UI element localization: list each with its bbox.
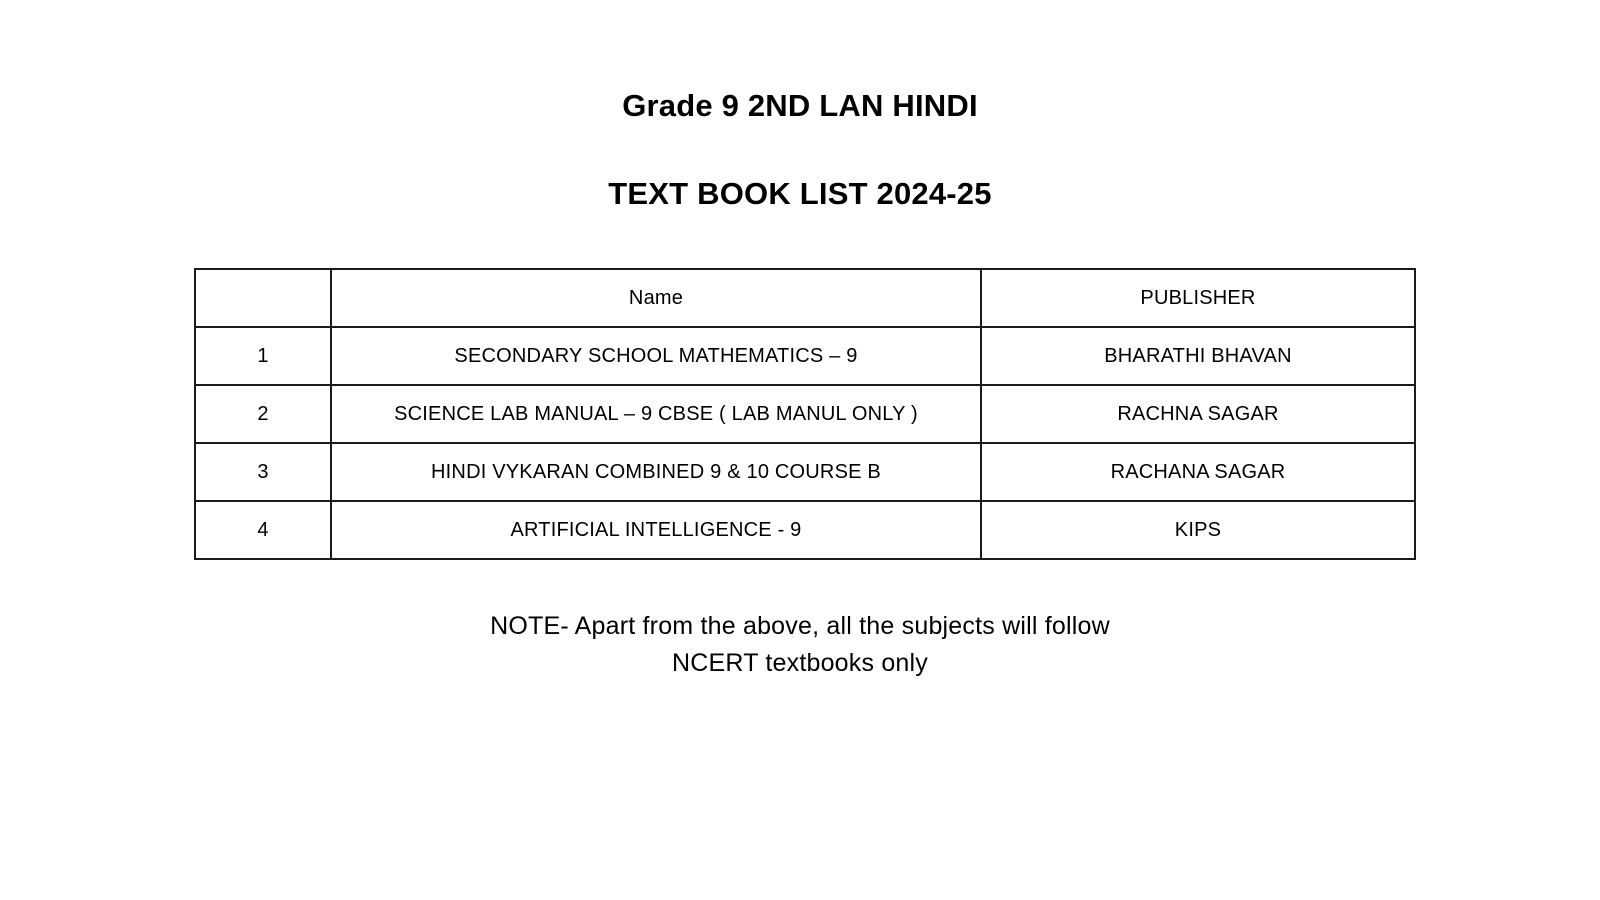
book-name: SECONDARY SCHOOL MATHEMATICS – 9 (331, 327, 981, 385)
row-number: 2 (195, 385, 331, 443)
list-subtitle: TEXT BOOK LIST 2024-25 (608, 176, 992, 211)
table-header-row (195, 269, 1415, 327)
page-title: Grade 9 2ND LAN HINDI (622, 88, 978, 123)
table-row (195, 501, 1415, 559)
row-number: 3 (195, 443, 331, 501)
note-text (0, 608, 1600, 682)
row-number: 1 (195, 327, 331, 385)
row-number: 4 (195, 501, 331, 559)
table-row (195, 385, 1415, 443)
table-row (195, 443, 1415, 501)
header-number (195, 269, 331, 327)
textbook-table (194, 268, 1416, 560)
book-name: HINDI VYKARAN COMBINED 9 & 10 COURSE B (331, 443, 981, 501)
book-name: SCIENCE LAB MANUAL – 9 CBSE ( LAB MANUL ONLY ) (331, 385, 981, 443)
header-publisher: PUBLISHER (981, 269, 1415, 327)
book-publisher: RACHANA SAGAR (981, 443, 1415, 501)
note-line-2: NCERT textbooks only (672, 649, 928, 677)
table-row (195, 327, 1415, 385)
book-name: ARTIFICIAL INTELLIGENCE - 9 (331, 501, 981, 559)
book-publisher: KIPS (981, 501, 1415, 559)
book-publisher: BHARATHI BHAVAN (981, 327, 1415, 385)
note-line-1: NOTE- Apart from the above, all the subjects will follow (490, 612, 1110, 640)
book-publisher: RACHNA SAGAR (981, 385, 1415, 443)
header-name: Name (331, 269, 981, 327)
